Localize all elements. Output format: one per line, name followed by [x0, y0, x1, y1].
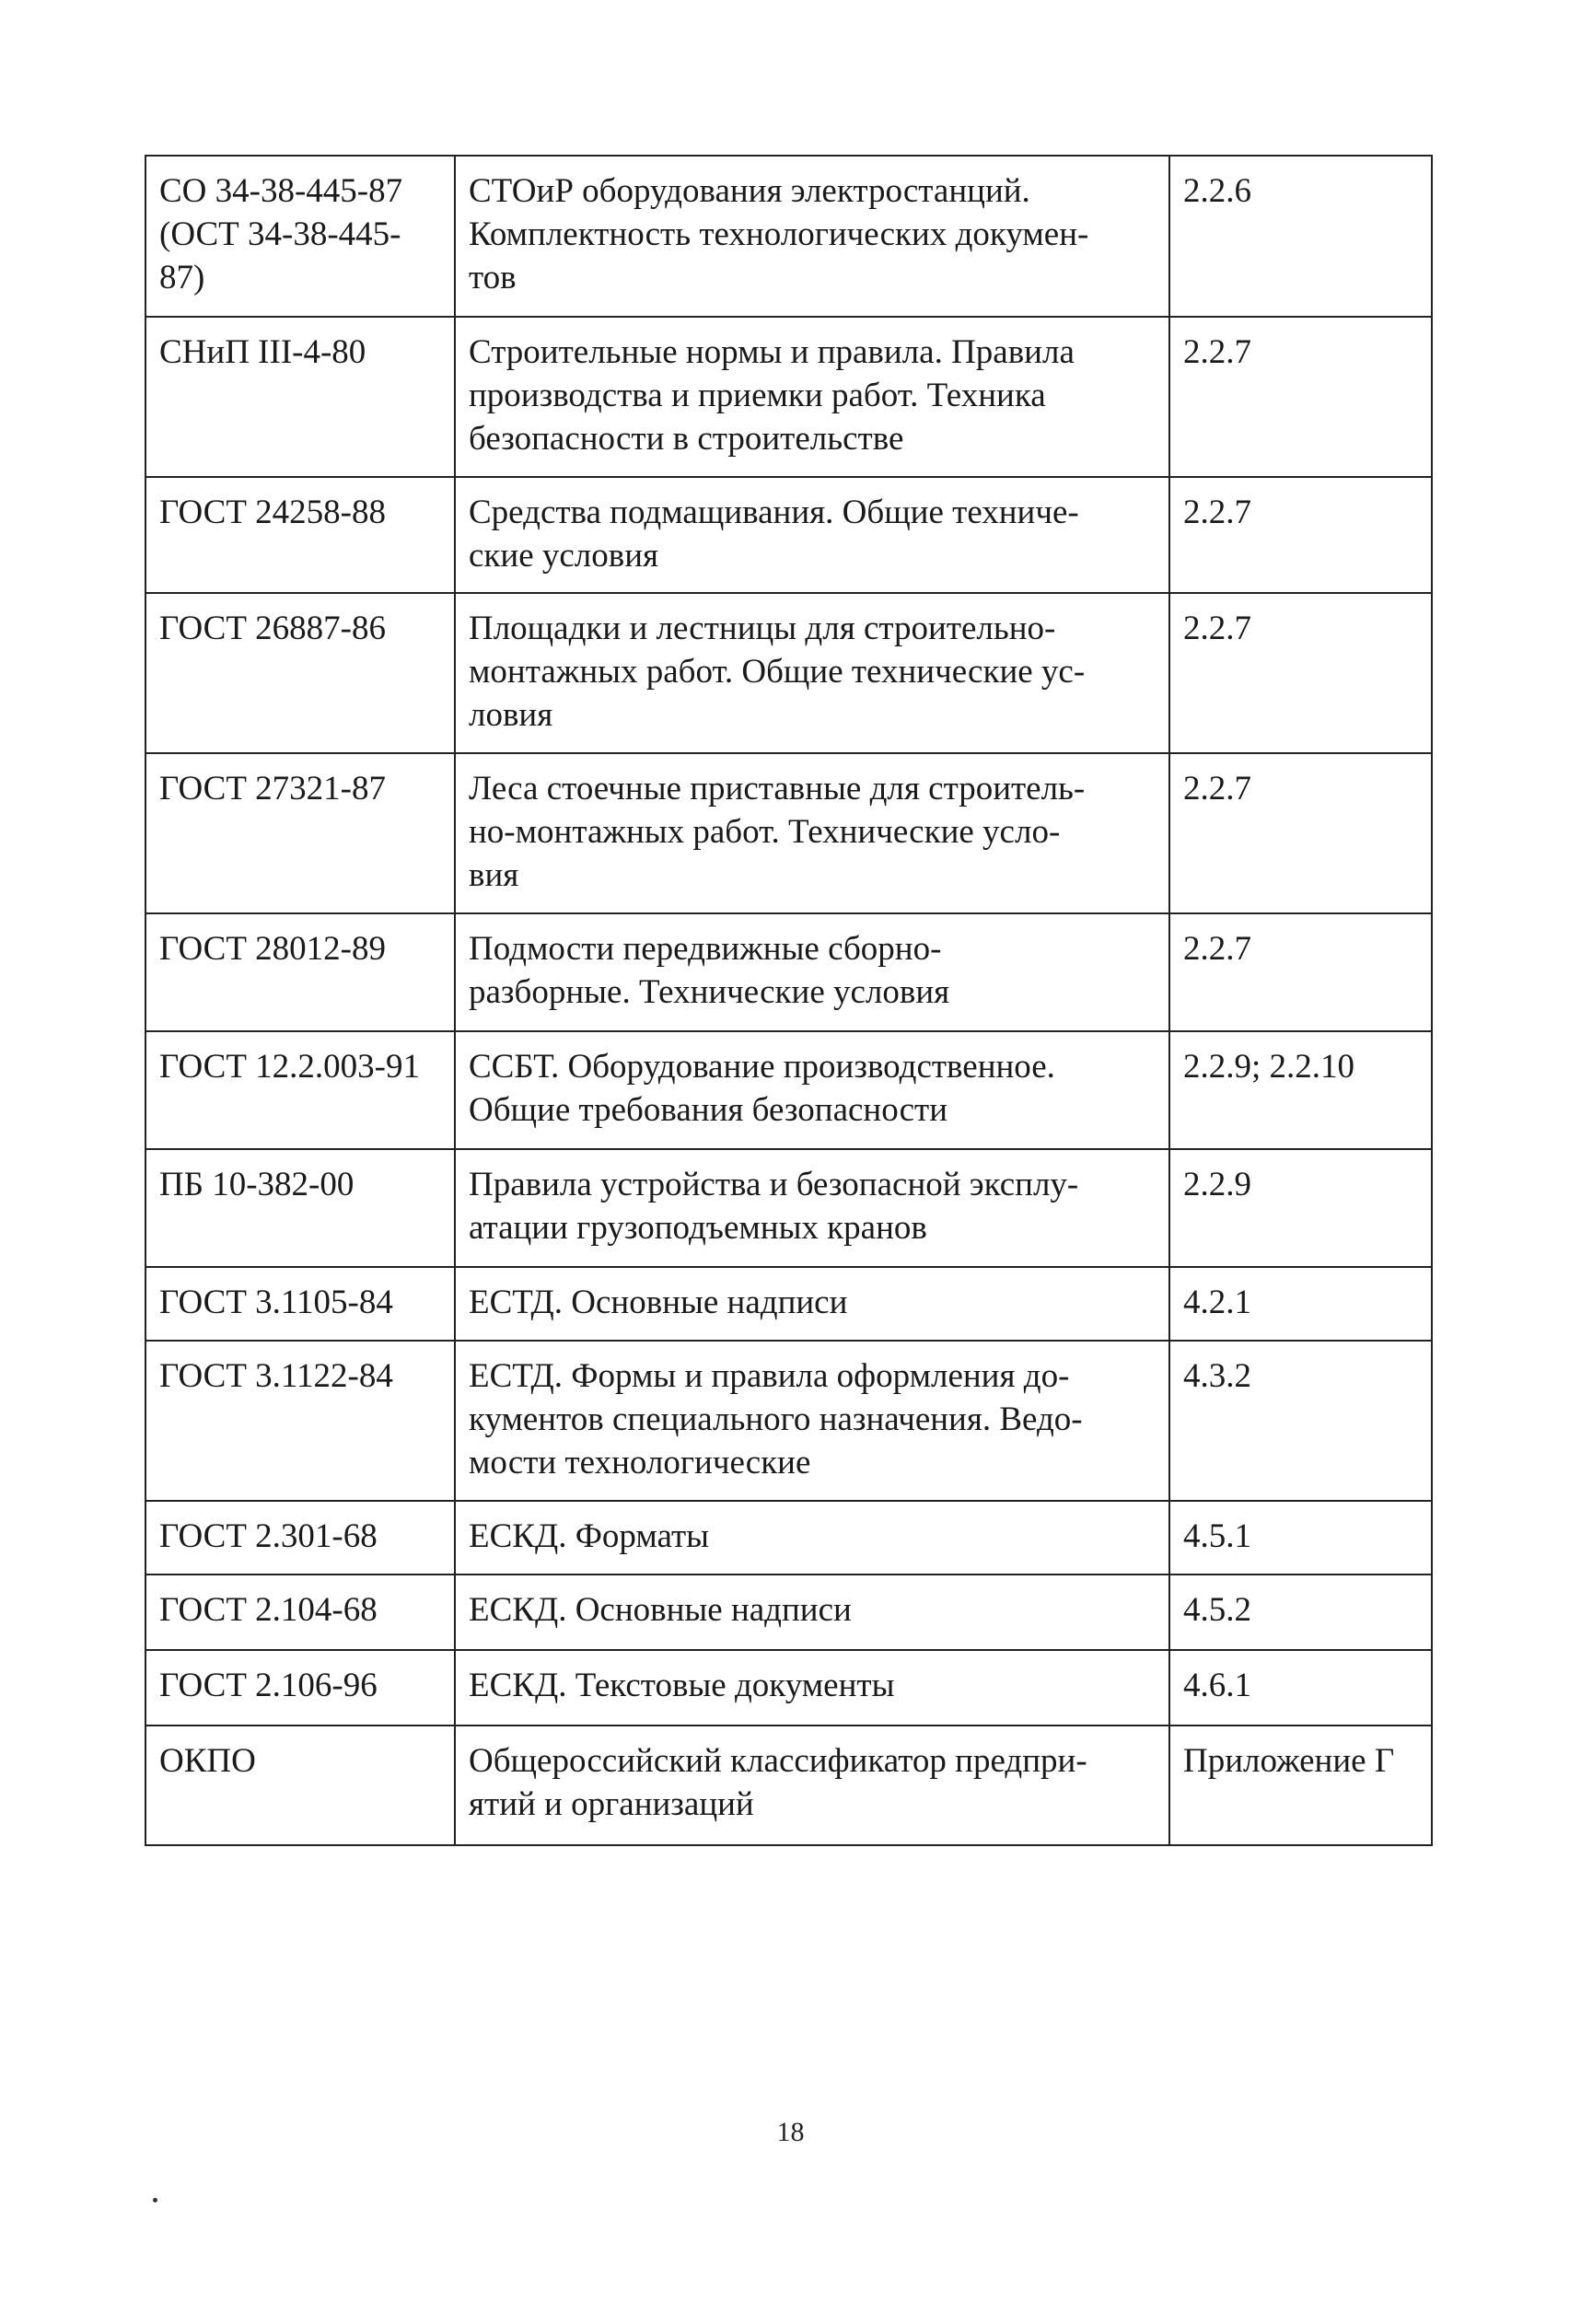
table-row	[145, 593, 1432, 753]
designation-cell: ГОСТ 26887-86	[145, 593, 455, 753]
title-cell: Строительные нормы и правила. Правила производства и приемки работ. Техника безопасности в строительстве	[455, 317, 1169, 477]
designation-cell: ГОСТ 27321-87	[145, 753, 455, 913]
table-row	[145, 1149, 1432, 1267]
section-cell: 4.5.1	[1169, 1501, 1432, 1575]
page-number: 18	[776, 2117, 805, 2147]
table-row	[145, 477, 1432, 593]
table-row	[145, 156, 1432, 317]
title-cell: Правила устройства и безопасной эксплу- атации грузоподъемных кранов	[455, 1149, 1169, 1267]
section-cell: 2.2.9	[1169, 1149, 1432, 1267]
title-cell: СТОиР оборудования электростанций. Комплектность технологических докумен- тов	[455, 156, 1169, 317]
section-cell: 4.5.2	[1169, 1575, 1432, 1650]
table-row	[145, 1267, 1432, 1341]
section-cell: 2.2.7	[1169, 753, 1432, 913]
table-row	[145, 1575, 1432, 1650]
designation-cell: ГОСТ 24258-88	[145, 477, 455, 593]
table-row	[145, 1031, 1432, 1149]
designation-cell: ПБ 10-382-00	[145, 1149, 455, 1267]
table-row	[145, 913, 1432, 1031]
title-cell: ССБТ. Оборудование производственное. Общие требования безопасности	[455, 1031, 1169, 1149]
table-row	[145, 1341, 1432, 1501]
title-cell: Средства подмащивания. Общие техниче- ские условия	[455, 477, 1169, 593]
title-cell: Общероссийский классификатор предпри- ятий и организаций	[455, 1726, 1169, 1845]
section-cell: 2.2.6	[1169, 156, 1432, 317]
section-cell: 4.2.1	[1169, 1267, 1432, 1341]
table-row	[145, 1501, 1432, 1575]
title-cell: Подмости передвижные сборно- разборные. Технические условия	[455, 913, 1169, 1031]
section-cell: 2.2.7	[1169, 477, 1432, 593]
table-row	[145, 1726, 1432, 1845]
reference-table-body	[145, 156, 1432, 1845]
designation-cell: ОКПО	[145, 1726, 455, 1845]
title-cell: ЕСКД. Текстовые документы	[455, 1650, 1169, 1726]
section-cell: 4.3.2	[1169, 1341, 1432, 1501]
title-cell: Площадки и лестницы для строительно- монтажных работ. Общие технические ус- ловия	[455, 593, 1169, 753]
designation-cell: ГОСТ 28012-89	[145, 913, 455, 1031]
title-cell: ЕСТД. Формы и правила оформления до- кументов специального назначения. Ведо- мости технологические	[455, 1341, 1169, 1501]
designation-cell: ГОСТ 2.301-68	[145, 1501, 455, 1575]
designation-cell: ГОСТ 2.106-96	[145, 1650, 455, 1726]
reference-table	[145, 155, 1433, 1846]
section-cell: 2.2.7	[1169, 913, 1432, 1031]
designation-cell: ГОСТ 12.2.003-91	[145, 1031, 455, 1149]
table-row	[145, 317, 1432, 477]
section-cell: 4.6.1	[1169, 1650, 1432, 1726]
table-row	[145, 1650, 1432, 1726]
title-cell: ЕСТД. Основные надписи	[455, 1267, 1169, 1341]
section-cell: 2.2.7	[1169, 593, 1432, 753]
section-cell: 2.2.9; 2.2.10	[1169, 1031, 1432, 1149]
designation-cell: СО 34-38-445-87 (ОСТ 34-38-445- 87)	[145, 156, 455, 317]
designation-cell: СНиП III-4-80	[145, 317, 455, 477]
designation-cell: ГОСТ 3.1105-84	[145, 1267, 455, 1341]
section-cell: 2.2.7	[1169, 317, 1432, 477]
title-cell: ЕСКД. Основные надписи	[455, 1575, 1169, 1650]
designation-cell: ГОСТ 2.104-68	[145, 1575, 455, 1650]
scan-speck	[153, 2198, 157, 2202]
title-cell: Леса стоечные приставные для строитель- но-монтажных работ. Технические усло- вия	[455, 753, 1169, 913]
table-row	[145, 753, 1432, 913]
section-cell: Приложение Г	[1169, 1726, 1432, 1845]
title-cell: ЕСКД. Форматы	[455, 1501, 1169, 1575]
designation-cell: ГОСТ 3.1122-84	[145, 1341, 455, 1501]
